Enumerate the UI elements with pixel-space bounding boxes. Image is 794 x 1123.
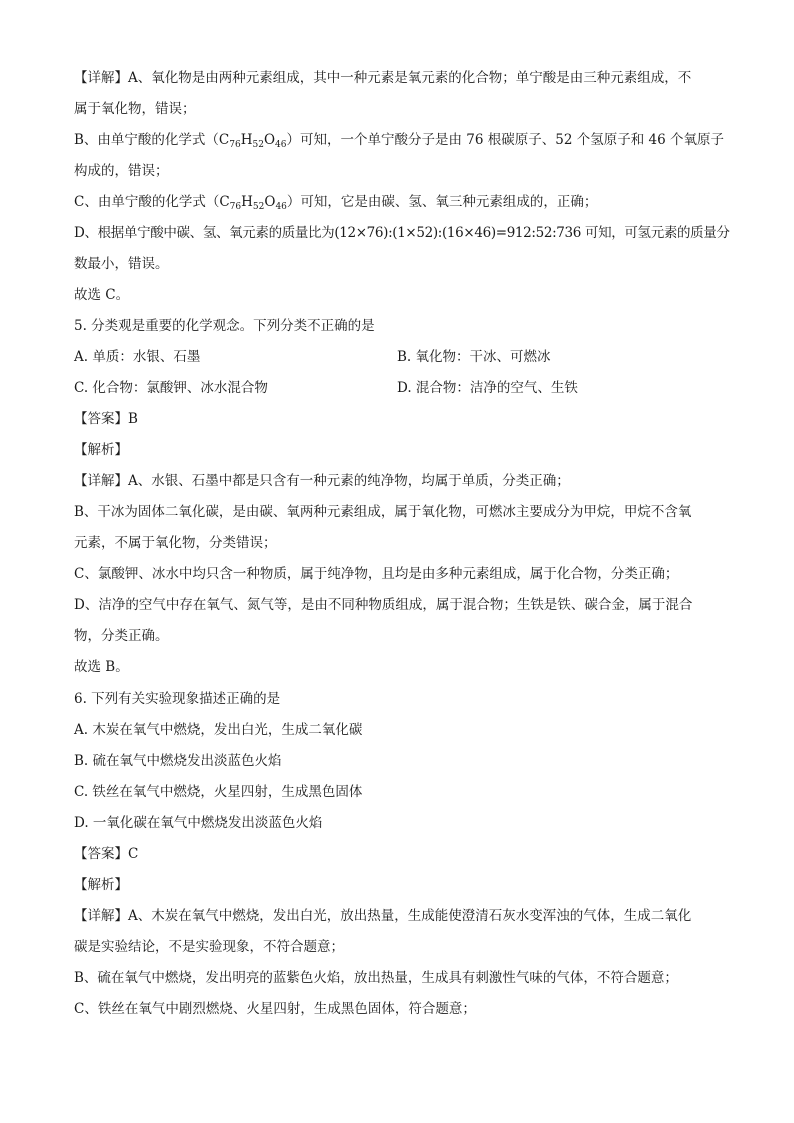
detail-label: 【详解】 bbox=[74, 70, 128, 86]
q4-detail-line-b2: 构成的，错误； bbox=[74, 163, 169, 179]
q4-conclusion: 故选 C。 bbox=[74, 287, 130, 303]
q5-detail-c: C、氯酸钾、冰水中均只含一种物质，属于纯净物，且均是由多种元素组成，属于化合物，分类正确； bbox=[74, 566, 679, 582]
q5-detail-a: 【详解】A、水银、石墨中都是只含有一种元素的纯净物，均属于单质，分类正确； bbox=[74, 473, 570, 489]
detail-label: 【详解】 bbox=[74, 908, 128, 924]
answer-value: B bbox=[128, 411, 138, 427]
q6-option-b: B. 硫在氧气中燃烧发出淡蓝色火焰 bbox=[74, 753, 282, 769]
q4-detail-line-d2: 数最小，错误。 bbox=[74, 256, 169, 272]
q6-detail-a2: 碳是实验结论，不是实验现象，不符合题意； bbox=[74, 939, 344, 955]
q5-answer bbox=[74, 409, 724, 429]
q5-detail-d2: 物，分类正确。 bbox=[74, 628, 169, 644]
q5-option-c: C. 化合物：氯酸钾、冰水混合物 bbox=[74, 380, 268, 396]
q5-option-b: B. 氧化物：干冰、可燃冰 bbox=[397, 349, 551, 365]
q4-detail-line-a1: 【详解】A、氧化物是由两种元素组成，其中一种元素是氧元素的化合物；单宁酸是由三种元素组成，不 bbox=[74, 70, 692, 86]
q5-stem: 5. 分类观是重要的化学观念。下列分类不正确的是 bbox=[74, 318, 375, 334]
q5-option-d: D. 混合物：洁净的空气、生铁 bbox=[397, 380, 578, 396]
q6-stem: 6. 下列有关实验现象描述正确的是 bbox=[74, 691, 281, 707]
q6-option-c: C. 铁丝在氧气中燃烧，火星四射，生成黑色固体 bbox=[74, 784, 363, 800]
q5-detail-b1: B、干冰为固体二氧化碳，是由碳、氧两种元素组成，属于氧化物，可燃冰主要成分为甲烷，甲烷不含氧 bbox=[74, 504, 692, 520]
q4-detail-line-d1: D、根据单宁酸中碳、氢、氧元素的质量比为(12×76):(1×52):(16×46)=912:52:736 可知，可氢元素的质量分 bbox=[74, 225, 730, 241]
q6-detail-c: C、铁丝在氧气中剧烈燃烧、火星四射，生成黑色固体，符合题意； bbox=[74, 1001, 476, 1017]
q6-option-d: D. 一氧化碳在氧气中燃烧发出淡蓝色火焰 bbox=[74, 815, 323, 831]
q6-answer bbox=[74, 844, 724, 864]
q5-conclusion: 故选 B。 bbox=[74, 659, 129, 675]
q6-detail-a1: 【详解】A、木炭在氧气中燃烧，发出白光，放出热量，生成能使澄清石灰水变浑浊的气体，生成二氧化 bbox=[74, 908, 692, 924]
q6-detail-b: B、硫在氧气中燃烧，发出明亮的蓝紫色火焰，放出热量，生成具有刺激性气味的气体，不符合题意； bbox=[74, 970, 678, 986]
detail-label: 【详解】 bbox=[74, 473, 128, 489]
q4-detail-line-c: C、由单宁酸的化学式$(C_{76}H_{52}O_{46})$可知，它是由碳、氢、氧三种元素组成的，正确； bbox=[74, 194, 598, 212]
q5-analysis-label: 【解析】 bbox=[74, 442, 128, 458]
q5-detail-d1: D、洁净的空气中存在氧气、氮气等，是由不同种物质组成，属于混合物；生铁是铁、碳合金，属于混合 bbox=[74, 597, 693, 613]
q5-option-a: A. 单质：水银、石墨 bbox=[74, 349, 201, 365]
answer-value: C bbox=[128, 846, 139, 862]
answer-label: 【答案】 bbox=[74, 846, 128, 862]
q6-analysis-label: 【解析】 bbox=[74, 877, 128, 893]
q4-detail-line-b1: B、由单宁酸的化学式$(C_{76}H_{52}O_{46})$可知，一个单宁酸分子是由 76 根碳原子、52 个氢原子和 46 个氧原子 bbox=[74, 132, 724, 150]
q5-detail-b2: 元素，不属于氧化物，分类错误； bbox=[74, 535, 277, 551]
q4-detail-line-a2: 属于氧化物，错误； bbox=[74, 101, 196, 117]
q6-option-a: A. 木炭在氧气中燃烧，发出白光，生成二氧化碳 bbox=[74, 722, 363, 738]
answer-label: 【答案】 bbox=[74, 411, 128, 427]
